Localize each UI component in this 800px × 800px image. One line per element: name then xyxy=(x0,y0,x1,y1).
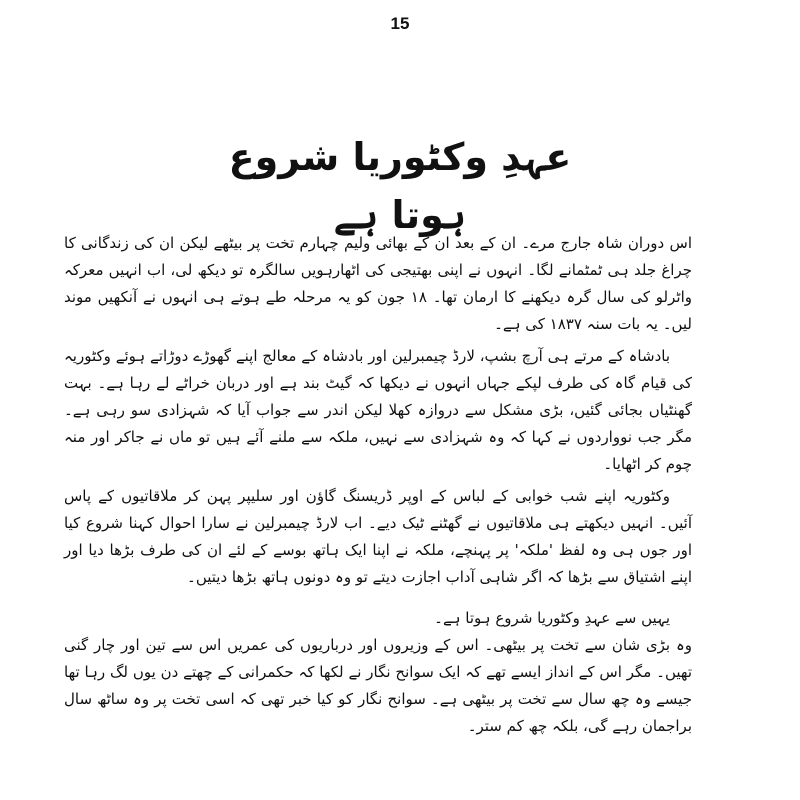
text-block-closing xyxy=(64,605,692,740)
paragraph: وہ بڑی شان سے تخت پر بیٹھی۔ اس کے وزیروں اور درباریوں کی عمریں اس سے تین اور چار گنی تھیں۔ مگر اس کے انداز ایسے تھے کہ ایک سوانح نگار نے لکھا کہ حکمرانی کے چھتے دن یوں لگ رہا تھا جیسے وہ چھ سال سے تخت پر بیٹھی ہے۔ سوانح نگار کو کیا خبر تھی کہ اسی تخت پر وہ ساٹھ سال براجمان رہے گی، بلکہ چھ کم ستر۔ xyxy=(64,636,692,735)
page-number: 15 xyxy=(390,14,410,33)
paragraph: بادشاہ کے مرتے ہی آرچ بشپ، لارڈ چیمبرلین اور بادشاہ کے معالج اپنے گھوڑے دوڑاتے ہوئے وکٹوریہ کی قیام گاہ کی طرف لپکے جہاں انہوں نے دیکھا کہ گیٹ بند ہے اور دربان خراٹے لے رہا ہے۔ بہت گھنٹیاں بجائی گئیں، بڑی مشکل سے دروازہ کھلا لیکن اندر سے جواب آیا کہ شہزادی سو رہی ہے۔ مگر جب نوواردوں نے کہا کہ وہ شہزادی سے نہیں، ملکہ سے ملنے آئے ہیں تو ماں نے جاکر اور منہ چوم کر اٹھایا۔ xyxy=(64,347,692,473)
text-block-main xyxy=(64,230,692,591)
paragraph: یہیں سے عہدِ وکٹوریا شروع ہوتا ہے۔ xyxy=(434,609,670,627)
paragraph: اس دوران شاہ جارج مرے۔ ان کے بعد ان کے بھائی ولیم چہارم تخت پر بیٹھے لیکن ان کی زندگانی کا چراغ جلد ہی ٹمٹمانے لگا۔ انہوں نے اپنی بھتیجی کی اٹھارہویں سالگرہ تو دیکھ لی، اب انہیں معرکہ واٹرلو کی سال گرہ دیکھنے کا ارمان تھا۔ ۱۸ جون کو یہ مرحلہ طے ہوتے ہی انہوں نے آنکھیں موند لیں۔ یہ بات سنہ ۱۸۳۷ کی ہے۔ xyxy=(64,234,692,333)
paragraph: وکٹوریہ اپنے شب خوابی کے لباس کے اوپر ڈریسنگ گاؤن اور سلیپر پہن کر ملاقاتیوں کے پاس آئیں۔ انہیں دیکھتے ہی ملاقاتیوں نے گھٹنے ٹیک دیے۔ اب لارڈ چیمبرلین نے سارا احوال کہنا شروع کیا اور جوں ہی وہ لفظ 'ملکہ' پر پہنچے، ملکہ نے اپنا ایک ہاتھ بوسے کے لئے ان کی طرف بڑھا دیا اور اپنے اشتیاق سے بڑھا کہ اگر شاہی آداب اجازت دیتے تو وہ دونوں ہاتھ بڑھا دیتیں۔ xyxy=(64,487,692,586)
chapter-title: عہدِ وکٹوریا شروع ہوتا ہے xyxy=(228,135,572,237)
